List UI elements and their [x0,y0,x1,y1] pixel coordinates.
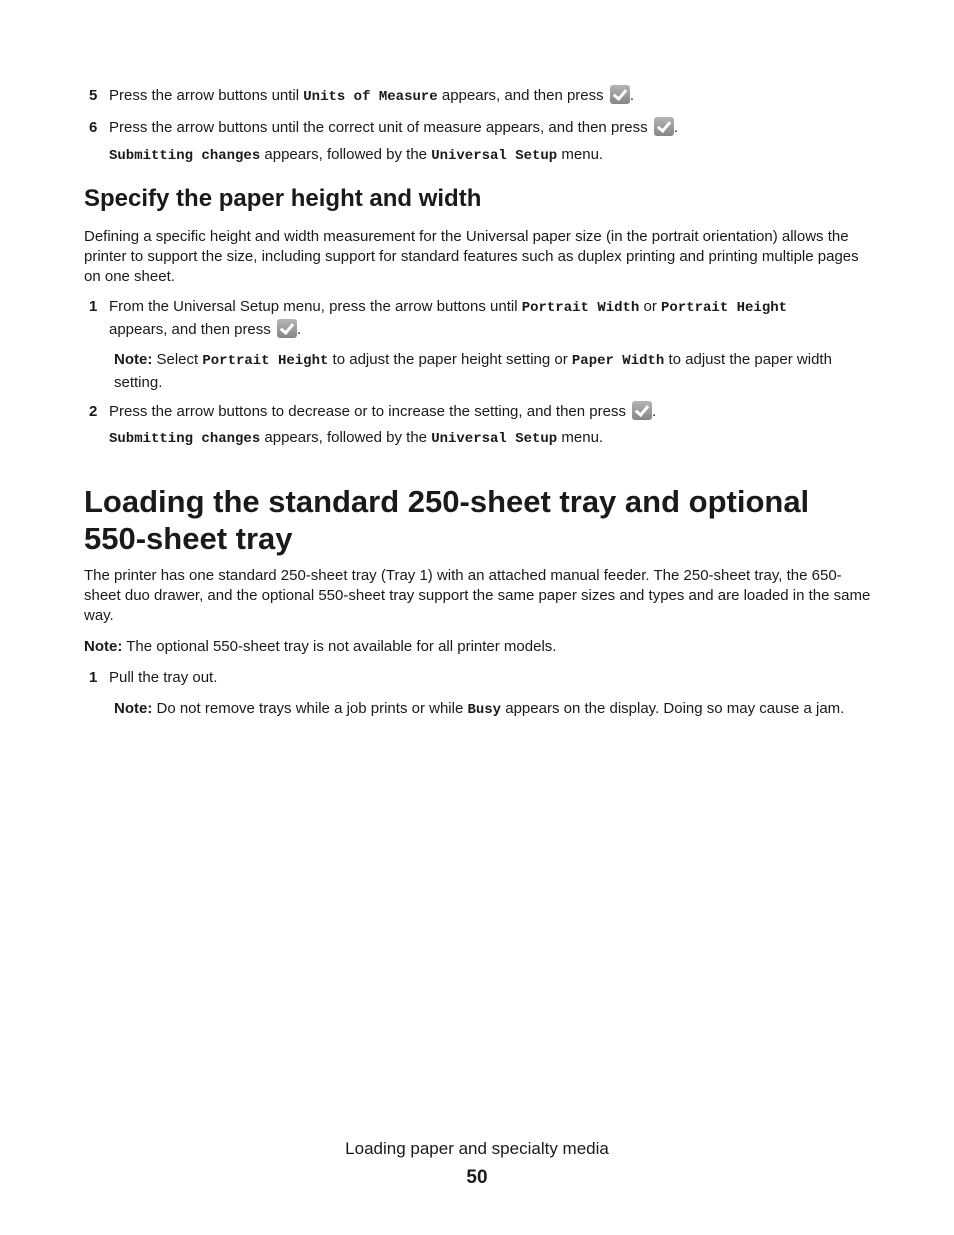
step-number: 2 [89,403,98,420]
step-number: 6 [89,119,98,136]
page-number: 50 [466,1167,488,1188]
step-6-result: Submitting changes appears, followed by the Universal Setup menu. [109,146,604,164]
step-number: 5 [89,87,98,104]
code-units-of-measure: Units of Measure [303,89,438,105]
checkmark-button-icon [610,85,630,104]
step-text: Press the arrow buttons until Units of Measure appears, and then press . [109,87,634,105]
section-heading: Specify the paper height and width [84,185,482,212]
main-intro: The printer has one standard 250-sheet tray (Tray 1) with an attached manual feeder. The 250-sheet tray, the 650-sheet duo drawer, and the optional 550-sheet tray support the same paper sizes and types and are loaded in the same way. [84,567,871,624]
note-remove-trays: Note: Do not remove trays while a job prints or while Busy appears on the display. Doing so may cause a jam. [114,700,845,718]
checkmark-button-icon [654,117,674,136]
step-text: From the Universal Setup menu, press the arrow buttons until Portrait Width or Portrait Height appears, and then press . [109,298,788,338]
checkmark-button-icon [632,401,652,420]
step-text: Pull the tray out. [109,669,218,686]
step-number: 1 [89,669,98,686]
note-height-width: Note: Select Portrait Height to adjust the paper height setting or Paper Width to adjust the paper width setting. [114,351,832,391]
step-text: Press the arrow buttons until the correct unit of measure appears, and then press . [109,119,678,136]
footer-chapter-title: Loading paper and specialty media [345,1139,609,1158]
step-text: Press the arrow buttons to decrease or to increase the setting, and then press . [109,403,657,420]
checkmark-button-icon [277,319,297,338]
section-intro: Defining a specific height and width measurement for the Universal paper size (in the portrait orientation) allows the printer to support the size, including support for standard features such as duplex printing and printing multiple pages on one sheet. [84,228,859,285]
step-2-result: Submitting changes appears, followed by the Universal Setup menu. [109,429,604,447]
step-number: 1 [89,298,98,315]
note-550-tray: Note: The optional 550-sheet tray is not available for all printer models. [84,638,557,655]
main-heading: Loading the standard 250-sheet tray and optional 550-sheet tray [84,484,810,556]
